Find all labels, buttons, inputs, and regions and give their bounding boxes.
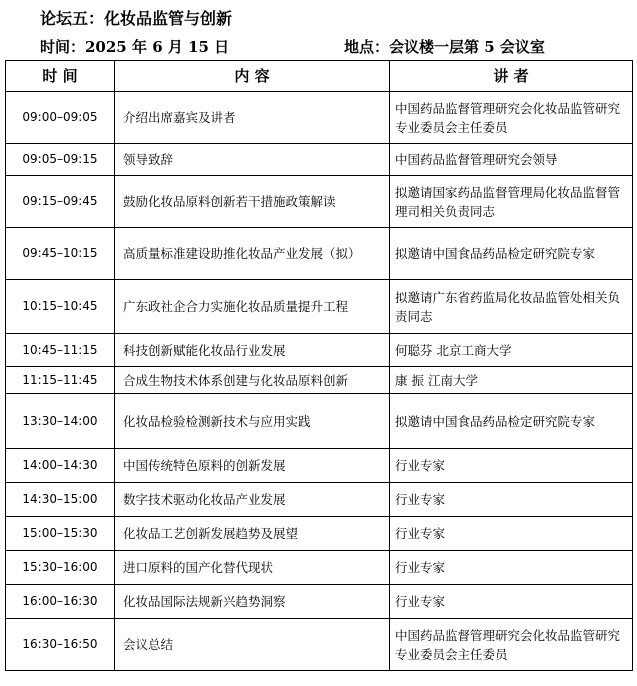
row-time: 15:00–15:30 (6, 517, 115, 551)
row-time: 15:30–16:00 (6, 551, 115, 585)
row-time: 14:00–14:30 (6, 449, 115, 483)
row-content: 数字技术驱动化妆品产业发展 (115, 483, 390, 517)
row-content: 进口原料的国产化替代现状 (115, 551, 390, 585)
forum-title: 论坛五：化妆品监管与创新 (40, 9, 233, 28)
table-row (6, 144, 633, 176)
row-time: 16:00–16:30 (6, 585, 115, 619)
row-speaker: 拟邀请国家药品监督管理局化妆品监督管理司相关负责同志 (390, 176, 633, 228)
table-row (6, 483, 633, 517)
forum-location: 地点：会议楼一层第 5 会议室 (344, 38, 545, 56)
row-time: 09:15–09:45 (6, 176, 115, 228)
table-row (6, 394, 633, 449)
row-speaker: 行业专家 (390, 551, 633, 585)
header-time: 时 间 (6, 61, 115, 92)
row-time: 14:30–15:00 (6, 483, 115, 517)
row-content: 会议总结 (115, 619, 390, 671)
row-speaker: 拟邀请广东省药监局化妆品监管处相关负责同志 (390, 280, 633, 334)
row-time: 09:00–09:05 (6, 92, 115, 144)
row-speaker: 中国药品监督管理研究会领导 (390, 144, 633, 176)
table-row (6, 92, 633, 144)
table-row (6, 280, 633, 334)
row-content: 化妆品工艺创新发展趋势及展望 (115, 517, 390, 551)
table-row (6, 334, 633, 367)
row-time: 11:15–11:45 (6, 367, 115, 394)
row-content: 合成生物技术体系创建与化妆品原料创新 (115, 367, 390, 394)
table-row (6, 619, 633, 671)
table-row (6, 449, 633, 483)
row-speaker: 行业专家 (390, 483, 633, 517)
row-content: 广东政社企合力实施化妆品质量提升工程 (115, 280, 390, 334)
table-row (6, 367, 633, 394)
header-speaker: 讲 者 (390, 61, 633, 92)
row-speaker: 拟邀请中国食品药品检定研究院专家 (390, 394, 633, 449)
row-time: 09:05–09:15 (6, 144, 115, 176)
table-row (6, 517, 633, 551)
row-content: 中国传统特色原料的创新发展 (115, 449, 390, 483)
row-time: 10:45–11:15 (6, 334, 115, 367)
table-row (6, 228, 633, 280)
row-content: 鼓励化妆品原料创新若干措施政策解读 (115, 176, 390, 228)
table-row (6, 551, 633, 585)
table-row (6, 585, 633, 619)
row-speaker: 拟邀请中国食品药品检定研究院专家 (390, 228, 633, 280)
schedule-table (5, 60, 633, 671)
row-speaker: 中国药品监督管理研究会化妆品监管研究专业委员会主任委员 (390, 92, 633, 144)
row-speaker: 行业专家 (390, 585, 633, 619)
row-speaker: 康 振 江南大学 (390, 367, 633, 394)
row-content: 领导致辞 (115, 144, 390, 176)
row-content: 介绍出席嘉宾及讲者 (115, 92, 390, 144)
row-content: 科技创新赋能化妆品行业发展 (115, 334, 390, 367)
row-time: 16:30–16:50 (6, 619, 115, 671)
row-content: 化妆品检验检测新技术与应用实践 (115, 394, 390, 449)
row-content: 化妆品国际法规新兴趋势洞察 (115, 585, 390, 619)
table-row (6, 176, 633, 228)
table-header-row (6, 61, 633, 92)
row-time: 13:30–14:00 (6, 394, 115, 449)
forum-date: 时间：2025 年 6 月 15 日 (40, 38, 230, 56)
row-content: 高质量标准建设助推化妆品产业发展（拟） (115, 228, 390, 280)
row-speaker: 何聪芬 北京工商大学 (390, 334, 633, 367)
row-speaker: 行业专家 (390, 449, 633, 483)
row-time: 09:45–10:15 (6, 228, 115, 280)
row-speaker: 行业专家 (390, 517, 633, 551)
row-time: 10:15–10:45 (6, 280, 115, 334)
row-speaker: 中国药品监督管理研究会化妆品监管研究专业委员会主任委员 (390, 619, 633, 671)
header-content: 内 容 (115, 61, 390, 92)
